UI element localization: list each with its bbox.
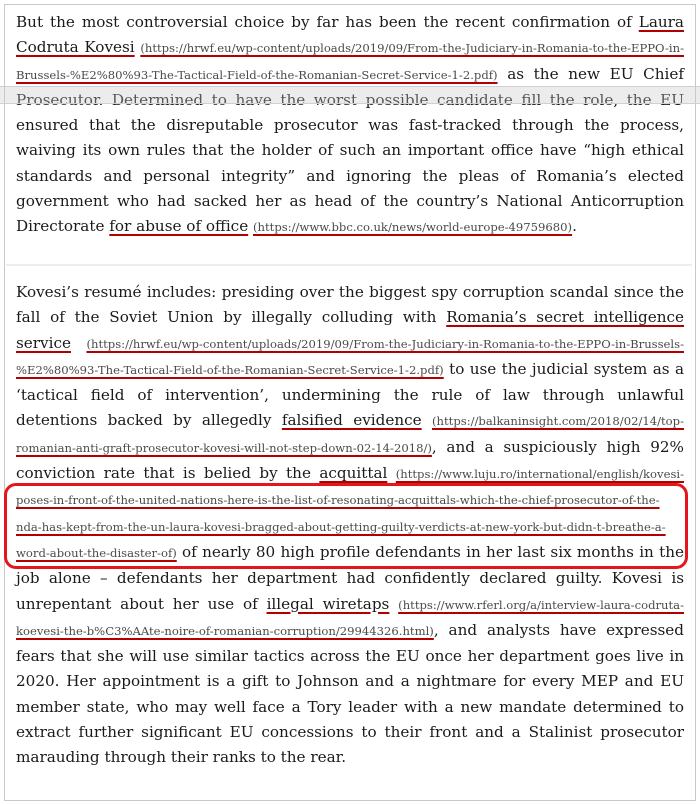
url-hrwf-1[interactable]: (https://hrwf.eu/wp-content/uploads/2019/09/From-the-Judiciary-in-Romania-to-the-EPPO-in-Brussels-%E2%80%93-The-Tactical-Field-of-the-Romanian-Secret-Service-1-2.pdf) (16, 41, 684, 82)
url-balkaninsight[interactable]: (https://balkaninsight.com/2018/02/14/top-romanian-anti-graft-prosecutor-kovesi-will-not-step-down-02-14-2018/) (16, 414, 685, 455)
paragraph-2 (16, 280, 684, 771)
p1-text-3: . (572, 217, 577, 236)
paragraph-1 (16, 10, 684, 241)
p2-text-2: to use the judicial system as a ‘tactical field of intervention’, undermining the rule of law through unlawful detentions backed by allegedly (16, 359, 684, 430)
url-hrwf-2[interactable]: (https://hrwf.eu/wp-content/uploads/2019/09/From-the-Judiciary-in-Romania-to-the-EPPO-in-Brussels-%E2%80%93-The-Tactical-Field-of-the-Romanian-Secret-Service-1-2.pdf) (16, 336, 684, 377)
p1-text-1: But the most controversial choice by far has been the recent confirmation of (16, 13, 639, 31)
link-acquittal[interactable]: acquittal (319, 464, 388, 483)
url-rferl[interactable]: (https://www.rferl.org/a/interview-laura-codruta-koevesi-the-b%C3%AAte-noire-of-romanian-corruption/29944326.html) (16, 597, 684, 638)
link-secret-intelligence-service[interactable]: Romania’s secret intelligence service (16, 308, 684, 352)
p2-text-3: , and a suspiciously high 92% conviction rate that is belied by the (16, 437, 684, 483)
link-abuse-of-office[interactable]: for abuse of office (109, 217, 249, 236)
url-bbc[interactable]: (https://www.bbc.co.uk/news/world-europe-49759680) (253, 220, 573, 235)
p2-text-4: of nearly 80 high profile defendants in her last six months in the job alone – defendants her department had confidently declared guilty. Kovesi is unrepentant about her use of (16, 542, 684, 613)
link-illegal-wiretaps[interactable]: illegal wiretaps (266, 594, 390, 613)
scroll-overlay-bar (0, 86, 700, 104)
link-laura-codruta-kovesi[interactable]: Laura Codruta Kovesi (16, 13, 684, 57)
p2-text-1: Kovesi’s resumé includes: presiding over the biggest spy corruption scandal since the fall of the Soviet Union by illegally colluding with (16, 283, 684, 327)
url-luju[interactable]: (https://www.luju.ro/international/english/kovesi-poses-in-front-of-the-united-nations-here-is-the-list-of-resonating-acquittals-which-the-chief-prosecutor-of-the-nda-has-kept-from-the-un-laura-kovesi-bragged-about-getting-guilty-verdicts-at-new-york-but-didn-t-breathe-a-word-about-the-disaster-of) (16, 467, 685, 560)
paragraph-divider (6, 264, 692, 266)
link-falsified-evidence[interactable]: falsified evidence (281, 411, 422, 430)
p2-text-5: , and analysts have expressed fears that she will use similar tactics across the EU once her department goes live in 2020. Her appointment is a gift to Johnson and a nightmare for every MEP and EU member state, who may well face a Tory leader with a new mandate determined to extract further significant EU concessions to their front and a Stalinist prosecutor marauding through their ranks to the rear. (16, 620, 684, 767)
p1-text-2: as the new EU Chief Prosecutor. Determined to have the worst possible candidate fill the role, the EU ensured that the disreputable prosecutor was fast-tracked through the process, waiving its own rules that the holder of such an important office have “high ethical standards and personal integrity” and ignoring the pleas of Romania’s elected government who had sacked her as head of the country’s National Anticorruption Directorate (16, 64, 684, 236)
